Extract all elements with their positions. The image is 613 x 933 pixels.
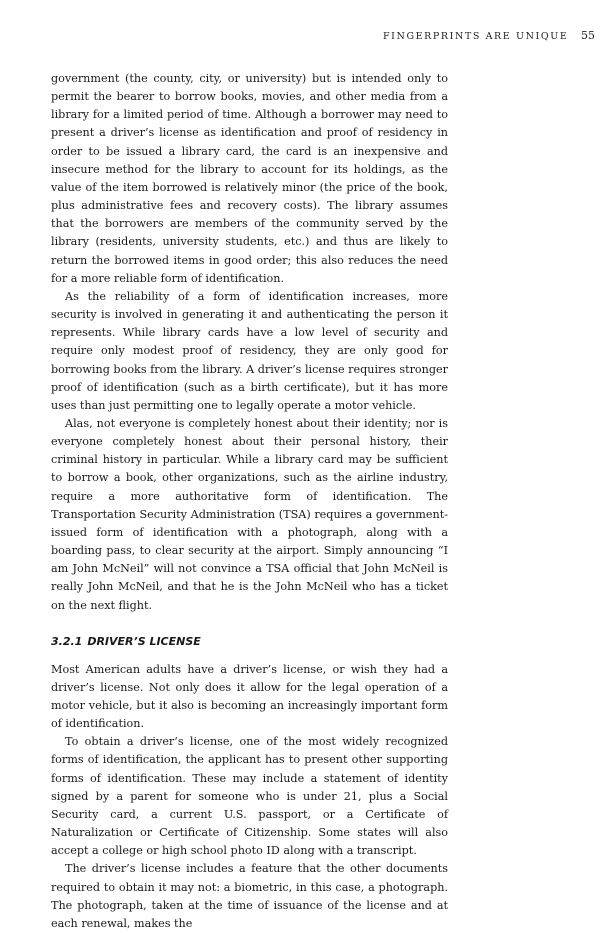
section-number: 3.2.1 [51,634,83,648]
body-paragraph: Alas, not everyone is completely honest about their identity; nor is everyone completely honest about their personal history, their criminal history in particular. While a library card may be sufficient to borrow a book, other organizations, such as the airline industry, require a more authoritative form of identification. The Transportation Security Administration (TSA) requires a government-issued form of identification with a photograph, along with a boarding pass, to clear security at the airport. Simply announcing “I am John McNeil” will not convince a TSA official that John McNeil is really John McNeil, and that he is the John McNeil who has a ticket on the next flight. [51,416,448,612]
page-number: 55 [581,29,595,42]
section-heading [51,635,448,649]
page-body [51,70,448,933]
body-paragraph: government (the county, city, or university) but is intended only to permit the bearer to borrow books, movies, and other media from a library for a limited period of time. Although a borrower may need to present a driver’s license as identification and proof of residency in order to be issued a library card, the card is an inexpensive and insecure method for the library to account for its holdings, as the value of the item borrowed is relatively minor (the price of the book, plus administrative fees and recovery costs). The library assumes that the borrowers are members of the community served by the library (residents, university students, etc.) and thus are likely to return the borrowed items in good order; this also reduces the need for a more reliable form of identification. [51,72,448,285]
body-paragraph: The driver’s license includes a feature that the other documents required to obtain it may not: a biometric, in this case, a photograph. The photograph, taken at the time of issuance of the license and at each renewal, makes the [51,862,448,930]
section-title: DRIVER’S LICENSE [87,634,201,648]
body-paragraph: As the reliability of a form of identification increases, more security is involved in generating it and authenticating the person it represents. While library cards have a low level of security and require only modest proof of residency, they are only good for borrowing books from the library. A driver’s license requires stronger proof of identification (such as a birth certificate), but it has more uses than just permitting one to legally operate a motor vehicle. [51,289,448,412]
running-head-title: FINGERPRINTS ARE UNIQUE [382,31,569,42]
body-paragraph: Most American adults have a driver’s license, or wish they had a driver’s license. Not only does it allow for the legal operation of a motor vehicle, but it also is becoming an increasingly important form of identification. [51,662,448,731]
running-head [383,29,595,42]
body-paragraph: To obtain a driver’s license, one of the most widely recognized forms of identification, the applicant has to present other supporting forms of identification. These may include a statement of identity signed by a parent for someone who is under 21, plus a Social Security card, a current U.S. passport, or a Certificate of Naturalization or Certificate of Citizenship. Some states will also accept a college or high school photo ID along with a transcript. [51,735,448,858]
